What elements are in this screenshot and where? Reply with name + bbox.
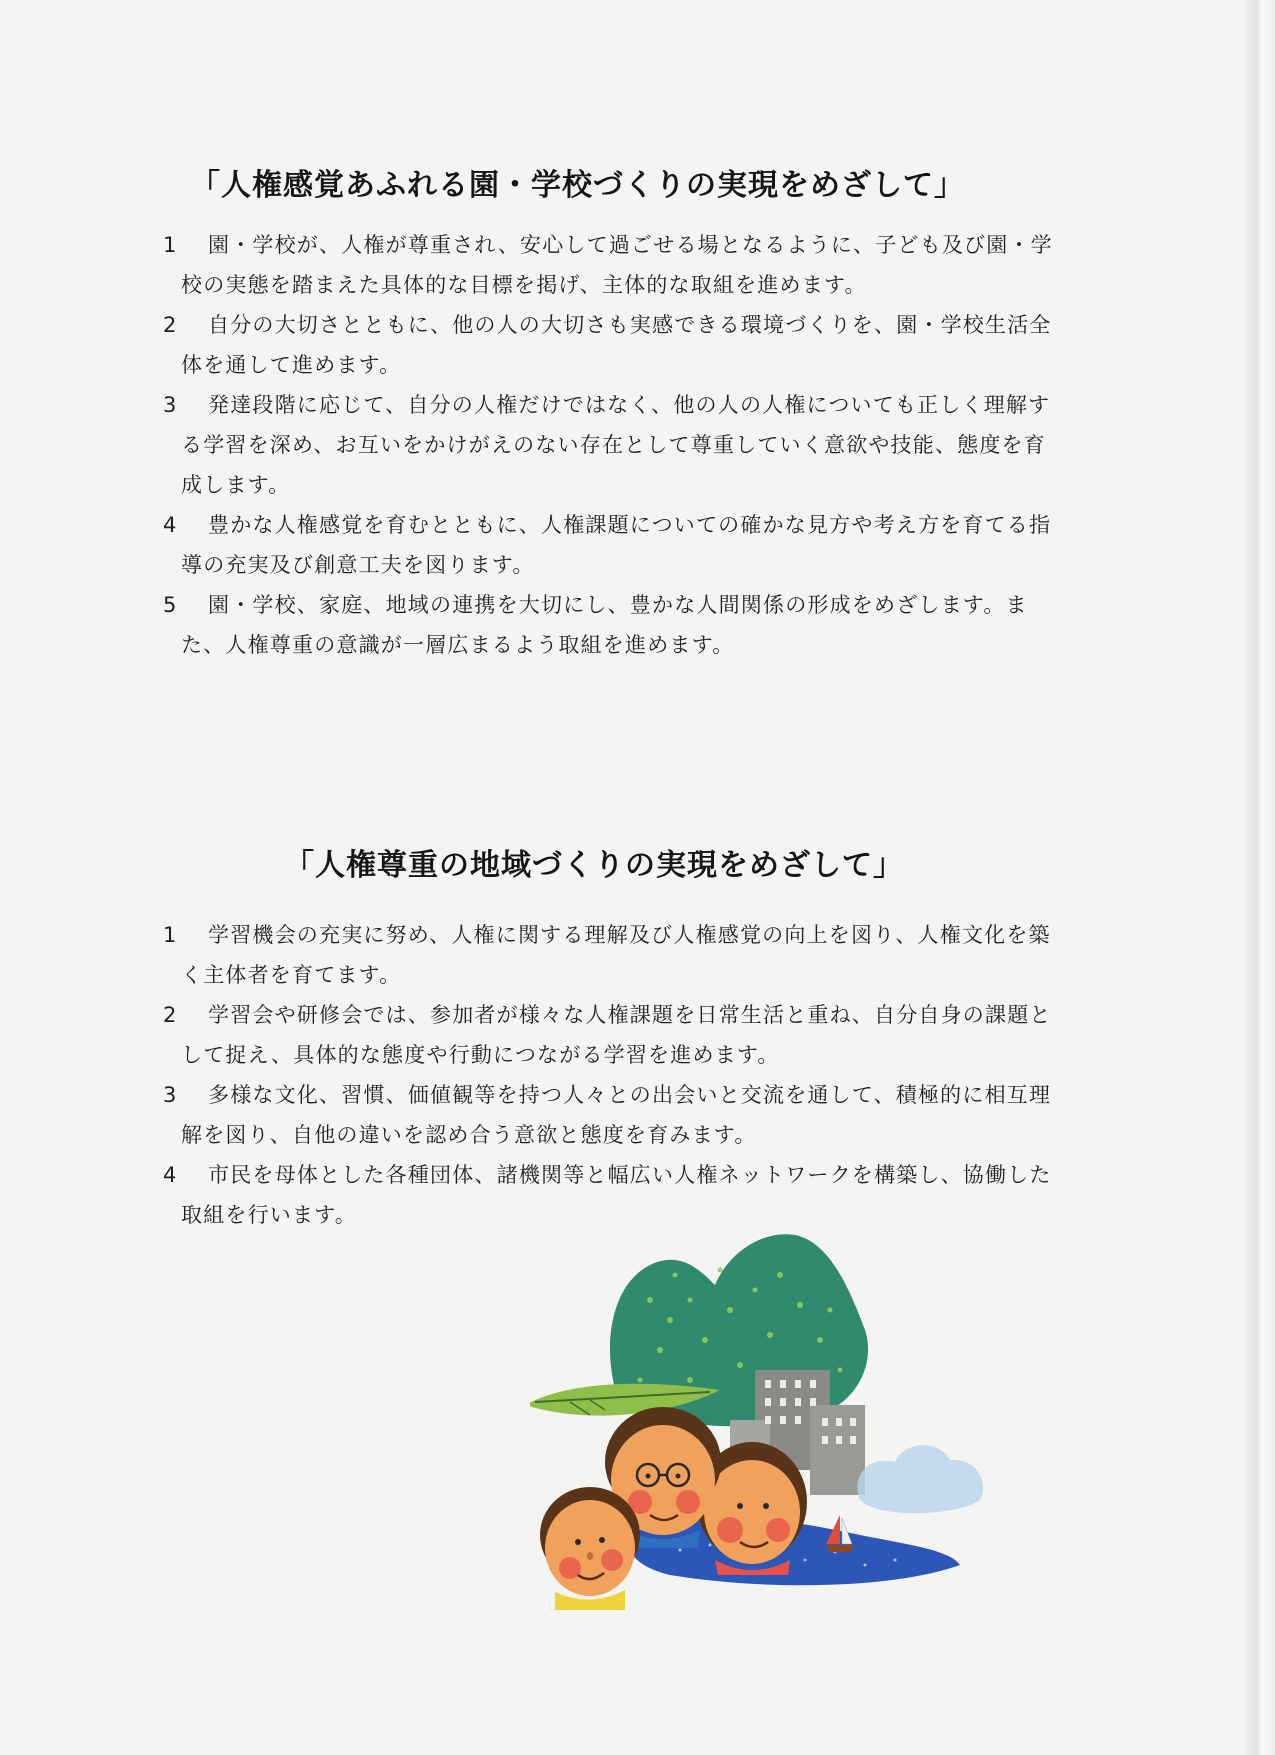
list-item <box>163 915 1063 995</box>
item-text: 園・学校、家庭、地域の連携を大切にし、豊かな人間関係の形成をめざします。また、人権尊重の意識が一層広まるよう取組を進めます。 <box>181 593 1028 657</box>
list-item <box>163 1075 1063 1155</box>
item-text: 発達段階に応じて、自分の人権だけではなく、他の人の人権についても正しく理解する学習を深め、お互いをかけがえのない存在として尊重していく意欲や技能、態度を育成します。 <box>181 393 1051 497</box>
list-item <box>163 505 1063 585</box>
school-goals-heading: 「人権感覚あふれる園・学校づくりの実現をめざして」 <box>190 168 965 203</box>
list-item <box>163 305 1063 385</box>
cloud-illustration <box>857 1445 983 1513</box>
item-number: 3 <box>163 1083 177 1107</box>
community-goals-list <box>163 915 1063 1235</box>
community-goals-heading: 「人権尊重の地域づくりの実現をめざして」 <box>284 848 904 883</box>
item-number: 3 <box>163 393 177 417</box>
item-text: 園・学校が、人権が尊重され、安心して過ごせる場となるように、子ども及び園・学校の実態を踏まえた具体的な目標を掲げ、主体的な取組を進めます。 <box>181 233 1053 297</box>
item-text: 豊かな人権感覚を育むとともに、人権課題についての確かな見方や考え方を育てる指導の充実及び創意工夫を図ります。 <box>181 513 1052 577</box>
item-number: 4 <box>163 1163 177 1187</box>
item-text: 市民を母体とした各種団体、諸機関等と幅広い人権ネットワークを構築し、協働した取組を行います。 <box>181 1163 1052 1227</box>
list-item <box>163 585 1063 665</box>
list-item <box>163 995 1063 1075</box>
person-left-illustration <box>540 1487 640 1610</box>
list-item <box>163 225 1063 305</box>
item-text: 学習機会の充実に努め、人権に関する理解及び人権感覚の向上を図り、人権文化を築く主体者を育てます。 <box>181 923 1051 987</box>
school-goals-list <box>163 225 1063 665</box>
item-text: 自分の大切さとともに、他の人の大切さも実感できる環境づくりを、園・学校生活全体を通して進めます。 <box>181 313 1052 377</box>
list-item <box>163 1155 1063 1235</box>
item-text: 多様な文化、習慣、価値観等を持つ人々との出会いと交流を通して、積極的に相互理解を図り、自他の違いを認め合う意欲と態度を育みます。 <box>181 1083 1052 1147</box>
item-number: 4 <box>163 513 177 537</box>
page-edge <box>1245 0 1275 1755</box>
item-number: 1 <box>163 923 177 947</box>
item-number: 2 <box>163 313 177 337</box>
list-item <box>163 385 1063 505</box>
item-text: 学習会や研修会では、参加者が様々な人権課題を日常生活と重ね、自分自身の課題として捉え、具体的な態度や行動につながる学習を進めます。 <box>181 1003 1052 1067</box>
item-number: 1 <box>163 233 177 257</box>
community-illustration <box>530 1230 1070 1630</box>
item-number: 2 <box>163 1003 177 1027</box>
item-number: 5 <box>163 593 177 617</box>
